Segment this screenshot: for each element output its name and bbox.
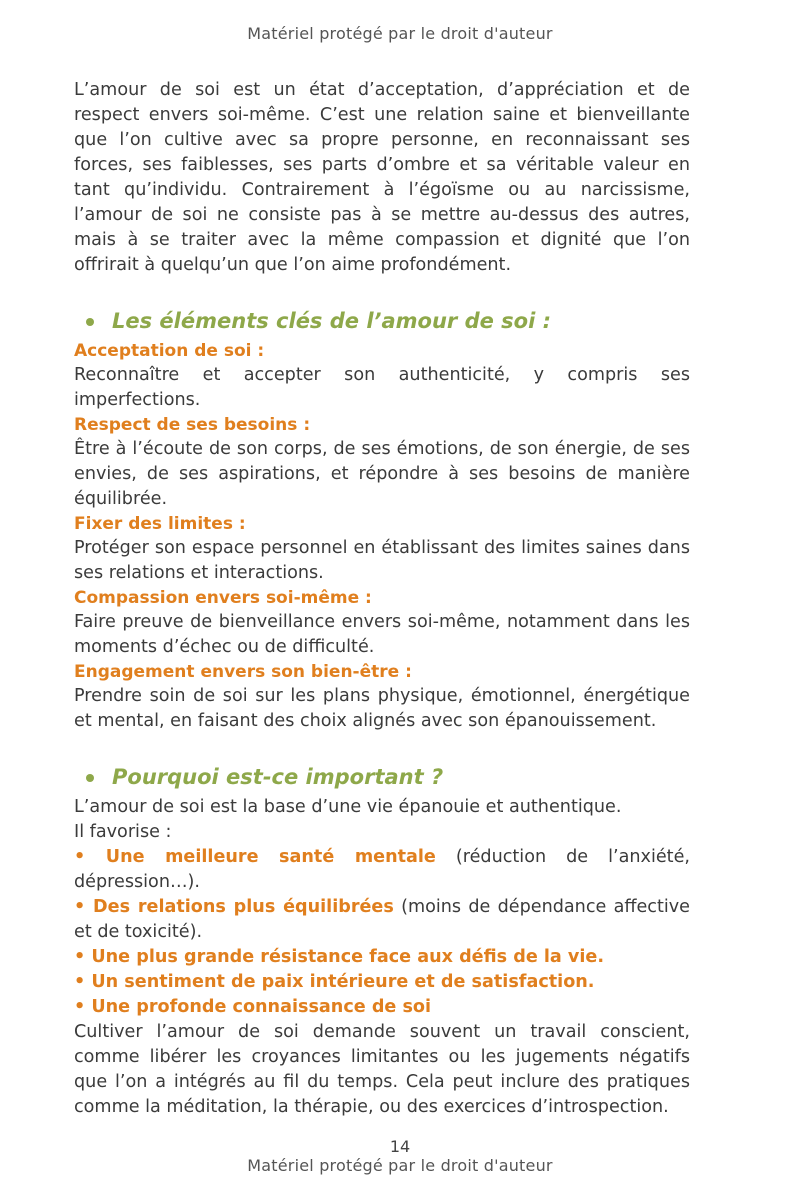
bullet-icon <box>86 774 94 782</box>
key-element-item <box>74 660 690 734</box>
benefit-title: • Un sentiment de paix intérieure et de satisfaction. <box>74 972 595 992</box>
benefit-title: • Une plus grande résistance face aux défis de la vie. <box>74 947 605 967</box>
benefit-item <box>74 895 690 945</box>
key-element-item <box>74 586 690 660</box>
section-heading-text: Les éléments clés de l’amour de soi : <box>112 309 552 333</box>
key-element-item <box>74 512 690 586</box>
benefit-detail: (réduction de l’anxiété, dépression…). <box>74 847 690 892</box>
benefit-item <box>74 945 690 970</box>
benefit-title: • Une meilleure santé mentale <box>74 847 436 867</box>
section-heading-text: Pourquoi est-ce important ? <box>112 765 444 789</box>
key-element-text: Être à l’écoute de son corps, de ses émotions, de son énergie, de ses envies, de ses aspirations, et répondre à ses besoins de manière équilibrée. <box>74 439 690 509</box>
page-number: 14 <box>389 1137 411 1156</box>
copyright-watermark-bottom: Matériel protégé par le droit d'auteur <box>247 1156 553 1175</box>
page-content <box>74 78 690 1120</box>
key-element-title: Respect de ses besoins : <box>74 415 311 435</box>
benefit-title: • Une profonde connaissance de soi <box>74 997 432 1017</box>
intro-paragraph: L’amour de soi est un état d’acceptation, d’appréciation et de respect envers soi-même. C’est une relation saine et bienveillante que l’on cultive avec sa propre personne, en reconnaissant ses forces, ses faiblesses, ses parts d’ombre et sa véritable valeur en tant qu’individu. Contrairement à l’égoïsme ou au narcissisme, l’amour de soi ne consiste pas à se mettre au-dessus des autres, mais à se traiter avec la même compassion et dignité que l’on offrirait à quelqu’un que l’on aime profondément. <box>74 80 690 275</box>
benefit-item <box>74 995 690 1020</box>
importance-line: Il favorise : <box>74 822 172 842</box>
importance-line: L’amour de soi est la base d’une vie épanouie et authentique. <box>74 797 622 817</box>
benefit-item <box>74 845 690 895</box>
bullet-icon <box>86 318 94 326</box>
conclusion-paragraph: Cultiver l’amour de soi demande souvent un travail conscient, comme libérer les croyances limitantes ou les jugements négatifs que l’on a intégrés au fil du temps. Cela peut inclure des pratiques comme la méditation, la thérapie, ou des exercices d’introspection. <box>74 1022 690 1117</box>
key-element-title: Engagement envers son bien-être : <box>74 662 412 682</box>
benefit-item <box>74 970 690 995</box>
key-element-text: Prendre soin de soi sur les plans physique, émotionnel, énergétique et mental, en faisant des choix alignés avec son épanouissement. <box>74 686 690 731</box>
key-element-text: Faire preuve de bienveillance envers soi-même, notamment dans les moments d’échec ou de difficulté. <box>74 612 690 657</box>
benefit-title: • Des relations plus équilibrées <box>74 897 394 917</box>
section-heading-why-important <box>86 764 690 791</box>
key-element-text: Reconnaître et accepter son authenticité, y compris ses imperfections. <box>74 365 690 410</box>
section-heading-key-elements <box>86 308 690 335</box>
key-element-item <box>74 339 690 413</box>
key-element-title: Compassion envers soi-même : <box>74 588 372 608</box>
copyright-watermark-top: Matériel protégé par le droit d'auteur <box>247 24 553 43</box>
key-element-title: Acceptation de soi : <box>74 341 265 361</box>
key-element-title: Fixer des limites : <box>74 514 246 534</box>
key-element-item <box>74 413 690 512</box>
benefit-detail: (moins de dépendance affective et de toxicité). <box>74 897 690 942</box>
key-element-text: Protéger son espace personnel en établissant des limites saines dans ses relations et interactions. <box>74 538 690 583</box>
